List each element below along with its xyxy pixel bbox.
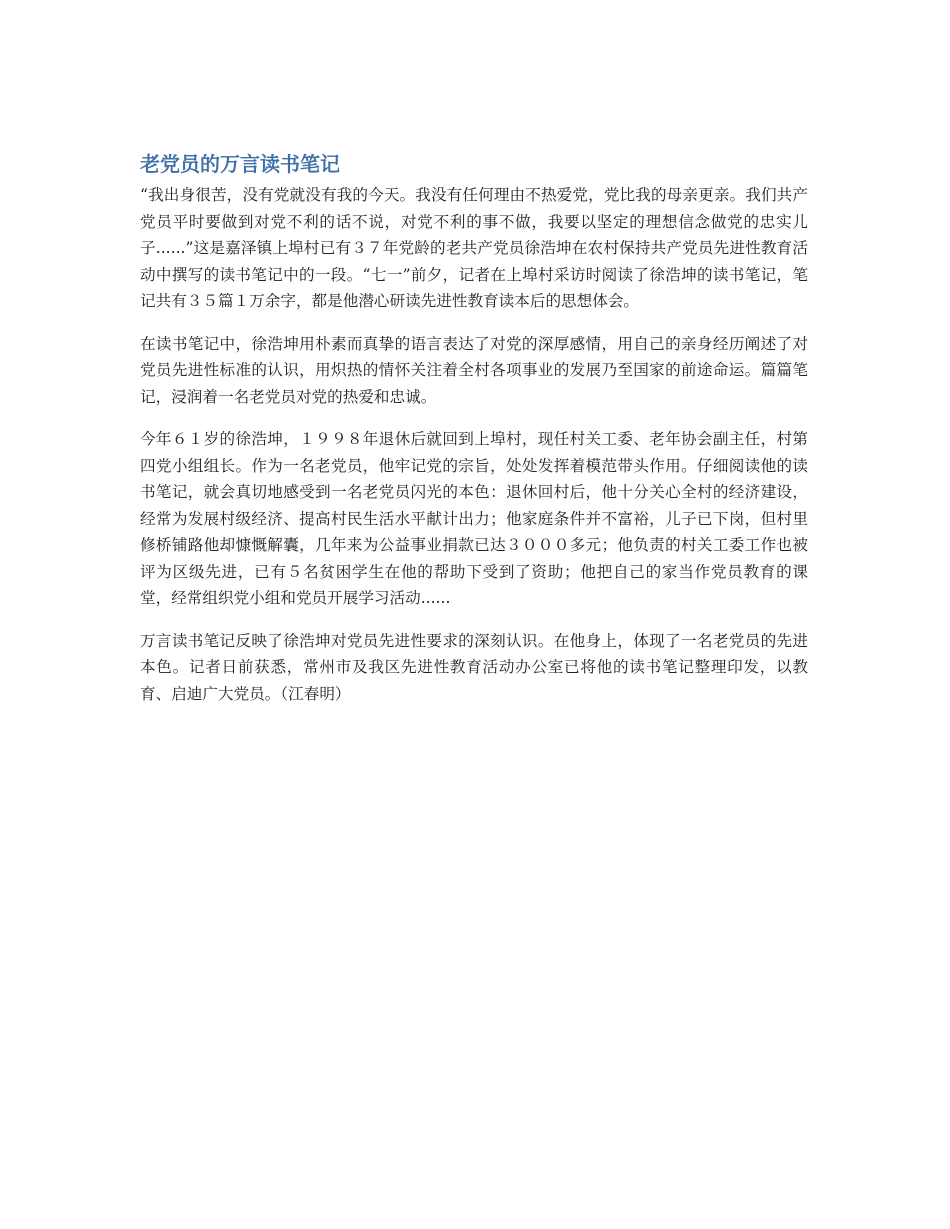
paragraph-1: “我出身很苦，没有党就没有我的今天。我没有任何理由不热爱党，党比我的母亲更亲。我们共产党员平时要做到对党不利的话不说，对党不利的事不做，我要以坚定的理想信念做党的忠实儿子......”这是嘉泽镇上埠村已有３７年党龄的老共产党员徐浩坤在农村保持共产党员先进性教育活动中撰写的读书笔记中的一段。“七一”前夕，记者在上埠村采访时阅读了徐浩坤的读书笔记，笔记共有３５篇１万余字，都是他潜心研读先进性教育读本后的思想体会。	[140, 186, 808, 310]
article-title: 老党员的万言读书笔记	[140, 152, 340, 176]
paragraph-4: 万言读书笔记反映了徐浩坤对党员先进性要求的深刻认识。在他身上，体现了一名老党员的先进本色。记者日前获悉，常州市及我区先进性教育活动办公室已将他的读书笔记整理印发，以教育、启迪广大党员。（江春明）	[140, 631, 808, 703]
document-page	[140, 150, 808, 723]
paragraph-2: 在读书笔记中，徐浩坤用朴素而真挚的语言表达了对党的深厚感情，用自己的亲身经历阐述了对党员先进性标准的认识，用炽热的情怀关注着全村各项事业的发展乃至国家的前途命运。篇篇笔记，浸润着一名老党员对党的热爱和忠诚。	[140, 334, 808, 406]
paragraph-3: 今年６１岁的徐浩坤，１９９８年退休后就回到上埠村，现任村关工委、老年协会副主任，村第四党小组组长。作为一名老党员，他牢记党的宗旨，处处发挥着模范带头作用。仔细阅读他的读书笔记，就会真切地感受到一名老党员闪光的本色：退休回村后，他十分关心全村的经济建设，经常为发展村级经济、提高村民生活水平献计出力；他家庭条件并不富裕，儿子已下岗，但村里修桥铺路他却慷慨解囊，几年来为公益事业捐款已达３０００多元；他负责的村关工委工作也被评为区级先进，已有５名贫困学生在他的帮助下受到了资助；他把自己的家当作党员教育的课堂，经常组织党小组和党员开展学习活动......	[140, 430, 808, 607]
